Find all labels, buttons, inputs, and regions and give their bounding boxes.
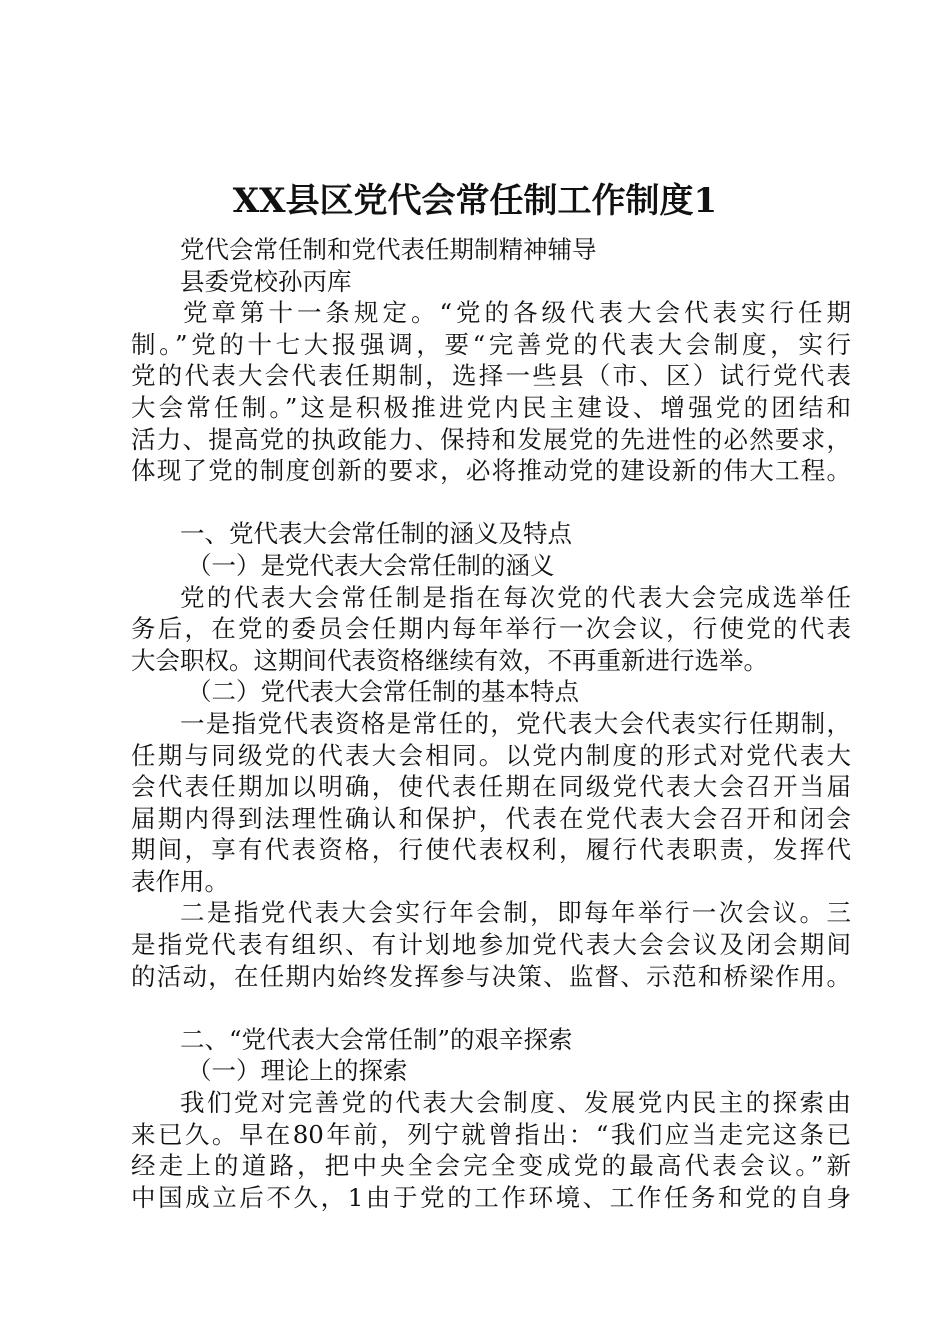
paragraph-line: 党章第十一条规定。“党的各级代表大会代表实行任期 [183, 298, 851, 328]
subtitle-line: 党代会常任制和党代表任期制精神辅导 [180, 235, 597, 264]
paragraph-line: 经走上的道路，把中央全会完全变成党的最高代表会议。”新 [131, 1151, 851, 1181]
subsection-heading: （一）是党代表大会常任制的涵义 [187, 550, 555, 580]
paragraph-line: 来已久。早在80年前，列宁就曾指出：“我们应当走完这条已 [131, 1119, 851, 1149]
paragraph-line: 的活动，在任期内始终发挥参与决策、监督、示范和桥梁作用。 [131, 961, 851, 991]
paragraph-line: 务后，在党的委员会任期内每年举行一次会议，行使党的代表 [131, 614, 851, 644]
paragraph-line: 体现了党的制度创新的要求，必将推动党的建设新的伟大工程。 [131, 456, 851, 486]
paragraph-line: 表作用。 [131, 866, 229, 896]
paragraph-line: 任期与同级党的代表大会相同。以党内制度的形式对党代表大 [131, 740, 851, 770]
paragraph-line: 会代表任期加以明确，使代表任期在同级党代表大会召开当届 [131, 772, 851, 802]
paragraph-line: 党的代表大会常任制是指在每次党的代表大会完成选举任 [180, 582, 851, 612]
section-heading: 二、“党代表大会常任制”的艰辛探索 [180, 1024, 573, 1054]
author-line: 县委党校孙丙库 [180, 266, 352, 296]
subsection-heading: （二）党代表大会常任制的基本特点 [187, 677, 579, 707]
paragraph-line: 中国成立后不久，1由于党的工作环境、工作任务和党的自身 [131, 1182, 851, 1212]
paragraph-line: 大会常任制。”这是积极推进党内民主建设、增强党的团结和 [131, 392, 851, 422]
paragraph-line: 党的代表大会代表任期制，选择一些县（市、区）试行党代表 [131, 361, 851, 391]
blank-line [131, 992, 851, 1024]
paragraph-line: 大会职权。这期间代表资格继续有效，不再重新进行选举。 [131, 645, 768, 675]
paragraph-line: 活力、提高党的执政能力、保持和发展党的先进性的必然要求， [131, 424, 851, 454]
blank-line [131, 487, 851, 519]
paragraph-line: 二是指党代表大会实行年会制，即每年举行一次会议。三 [180, 898, 851, 928]
paragraph-line: 期间，享有代表资格，行使代表权利，履行代表职责，发挥代 [131, 835, 851, 865]
section-heading: 一、党代表大会常任制的涵义及特点 [180, 519, 572, 549]
paragraph-line: 制。”党的十七大报强调，要“完善党的代表大会制度，实行 [131, 329, 851, 359]
document-title: XX县区党代会常任制工作制度1 [232, 181, 718, 221]
paragraph-line: 届期内得到法理性确认和保护，代表在党代表大会召开和闭会 [131, 803, 851, 833]
paragraph-line: 我们党对完善党的代表大会制度、发展党内民主的探索由 [180, 1088, 851, 1118]
subsection-heading: （一）理论上的探索 [187, 1056, 408, 1086]
document-body [131, 234, 851, 1213]
paragraph-line: 一是指党代表资格是常任的，党代表大会代表实行任期制， [180, 708, 851, 738]
paragraph-line: 是指党代表有组织、有计划地参加党代表大会会议及闭会期间 [131, 930, 851, 960]
